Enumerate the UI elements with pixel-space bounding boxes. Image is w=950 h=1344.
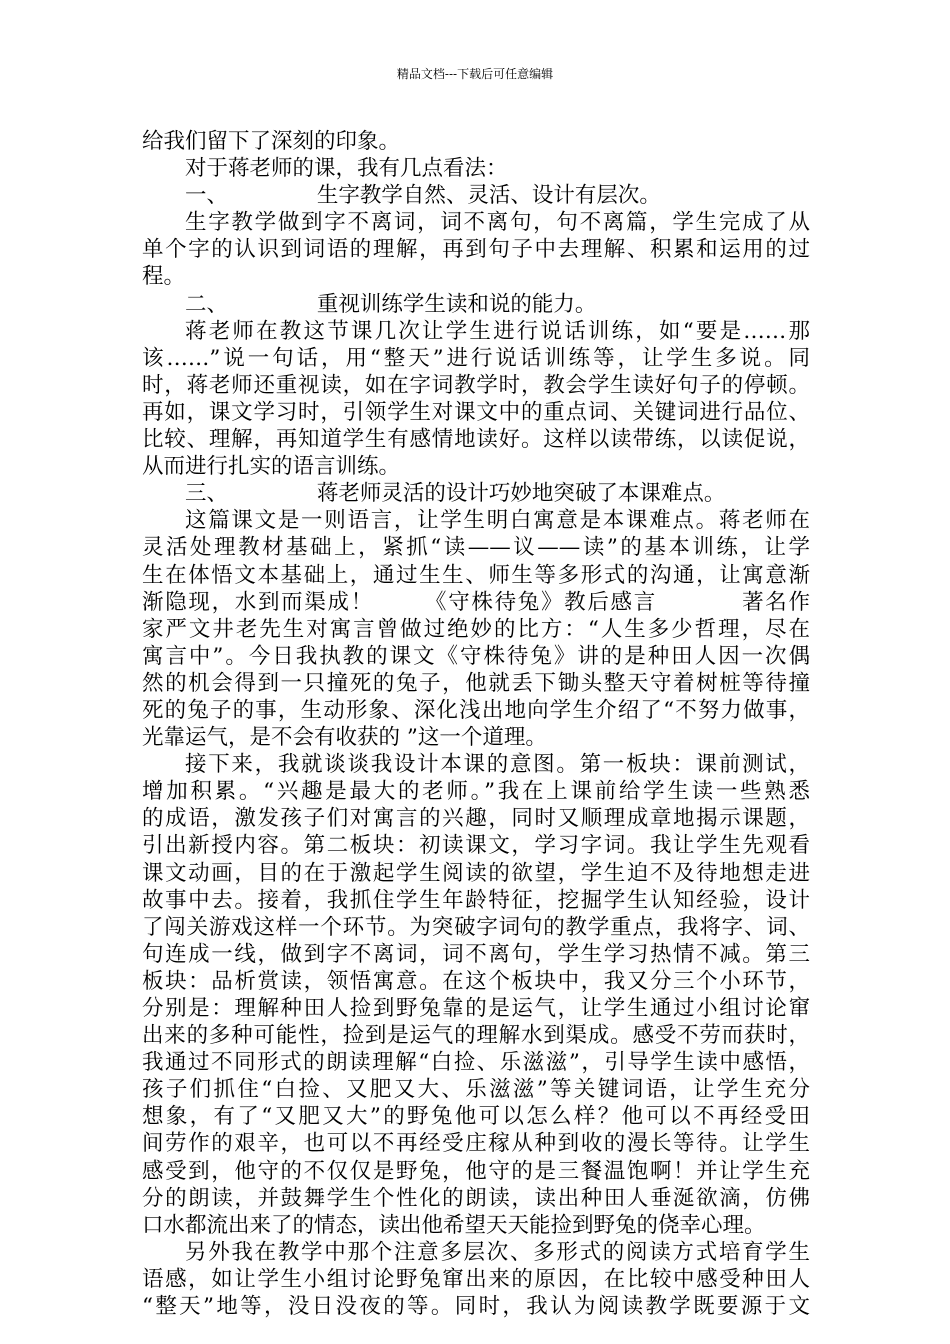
- text-line: 的成语，激发孩子们对寓言的兴趣，同时又顺理成章地揭示课题，: [142, 806, 810, 832]
- text-line: 分的朗读，并鼓舞学生个性化的朗读，读出种田人垂涎欲滴，仿佛: [142, 1185, 810, 1211]
- text-line: 语感，如让学生小组讨论野兔窜出来的原因，在比较中感受种田人: [142, 1266, 810, 1292]
- text-line: 了闯关游戏这样一个环节。为突破字词句的教学重点，我将字、词、: [142, 914, 810, 940]
- text-line: 家严文井老先生对寓言曾做过绝妙的比方：“人生多少哲理，尽在: [142, 616, 810, 642]
- text-line: 蒋老师在教这节课几次让学生进行说话训练，如“要是……那: [185, 318, 810, 344]
- text-line: 我通过不同形式的朗读理解“白捡、乐滋滋”，引导学生读中感悟，: [142, 1050, 810, 1076]
- text-line: 感受到，他守的不仅仅是野兔，他守的是三餐温饱啊！并让学生充: [142, 1158, 810, 1184]
- text-line: 时，蒋老师还重视读，如在字词教学时，教会学生读好句子的停顿。: [142, 372, 810, 398]
- text-line: 故事中去。接着，我抓住学生年龄特征，挖掘学生认知经验，设计: [142, 887, 810, 913]
- text-line: 这篇课文是一则语言，让学生明白寓意是本课难点。蒋老师在: [185, 508, 810, 534]
- text-line: 该……”说一句话，用“整天”进行说话训练等，让学生多说。同: [142, 345, 810, 371]
- text-line: 给我们留下了深刻的印象。: [142, 129, 401, 154]
- text-line: 间劳作的艰辛，也可以不再经受庄稼从种到收的漫长等待。让学生: [142, 1131, 810, 1157]
- text-line: 板块：品析赏读，领悟寓意。在这个板块中，我又分三个小环节，: [142, 968, 810, 994]
- text-line: 另外我在教学中那个注意多层次、多形式的阅读方式培育学生: [185, 1239, 810, 1265]
- section-heading: 二、 重视训练学生读和说的能力。: [185, 291, 597, 317]
- text-line: 生字教学做到字不离词，词不离句，句不离篇，学生完成了从: [185, 210, 810, 236]
- text-line: 想象，有了“又肥又大”的野兔他可以怎么样？他可以不再经受田: [142, 1104, 810, 1130]
- text-line: 单个字的认识到词语的理解，再到句子中去理解、积累和运用的过: [142, 237, 810, 263]
- text-line: 孩子们抓住“白捡、又肥又大、乐滋滋”等关键词语，让学生充分: [142, 1077, 810, 1103]
- text-line: 比较、理解，再知道学生有感情地读好。这样以读带练，以读促说，: [142, 427, 810, 453]
- text-line: 渐隐现，水到而渠成！ 《守株待兔》教后感言 著名作: [142, 589, 810, 615]
- text-line: 死的兔子的事，生动形象、深化浅出地向学生介绍了“不努力做事，: [142, 697, 810, 723]
- text-line: 灵活处理教材基础上，紧抓“读——议——读”的基本训练，让学: [142, 535, 810, 561]
- text-line: 句连成一线，做到字不离词，词不离句，学生学习热情不减。第三: [142, 941, 810, 967]
- section-heading: 一、 生字教学自然、灵活、设计有层次。: [185, 183, 661, 209]
- text-line: 分别是：理解种田人捡到野兔靠的是运气，让学生通过小组讨论窜: [142, 996, 810, 1021]
- text-line: 引出新授内容。第二板块：初读课文，学习字词。我让学生先观看: [142, 833, 810, 859]
- page-header: 精品文档---下载后可任意编辑: [396, 67, 554, 81]
- text-line: 课文动画，目的在于激起学生阅读的欲望，学生迫不及待地想走进: [142, 860, 810, 886]
- text-line: 口水都流出来了的情态，读出他希望天天能捡到野兔的侥幸心理。: [142, 1212, 766, 1238]
- text-line: 出来的多种可能性，捡到是运气的理解水到渠成。感受不劳而获时，: [142, 1023, 810, 1049]
- text-line: 生在体悟文本基础上，通过生生、师生等多形式的沟通，让寓意渐: [142, 562, 810, 588]
- text-line: 接下来，我就谈谈我设计本课的意图。第一板块：课前测试，: [185, 752, 810, 778]
- text-line: 然的机会得到一只撞死的兔子，他就丢下锄头整天守着树桩等待撞: [142, 670, 810, 696]
- document-body: [142, 128, 810, 1320]
- text-line: “整天”地等，没日没夜的等。同时，我认为阅读教学既要源于文: [142, 1294, 810, 1320]
- text-line: 对于蒋老师的课，我有几点看法：: [185, 156, 508, 182]
- text-line: 从而进行扎实的语言训练。: [142, 454, 401, 480]
- text-line: 增加积累。“兴趣是最大的老师。”我在上课前给学生读一些熟悉: [142, 779, 810, 805]
- text-line: 程。: [142, 264, 186, 290]
- section-heading: 三、 蒋老师灵活的设计巧妙地突破了本课难点。: [185, 481, 726, 507]
- text-line: 寓言中”。今日我执教的课文《守株待兔》讲的是种田人因一次偶: [142, 643, 810, 669]
- text-line: 光靠运气，是不会有收获的 ”这一个道理。: [142, 725, 547, 751]
- text-line: 再如，课文学习时，引领学生对课文中的重点词、关键词进行品位、: [142, 399, 810, 425]
